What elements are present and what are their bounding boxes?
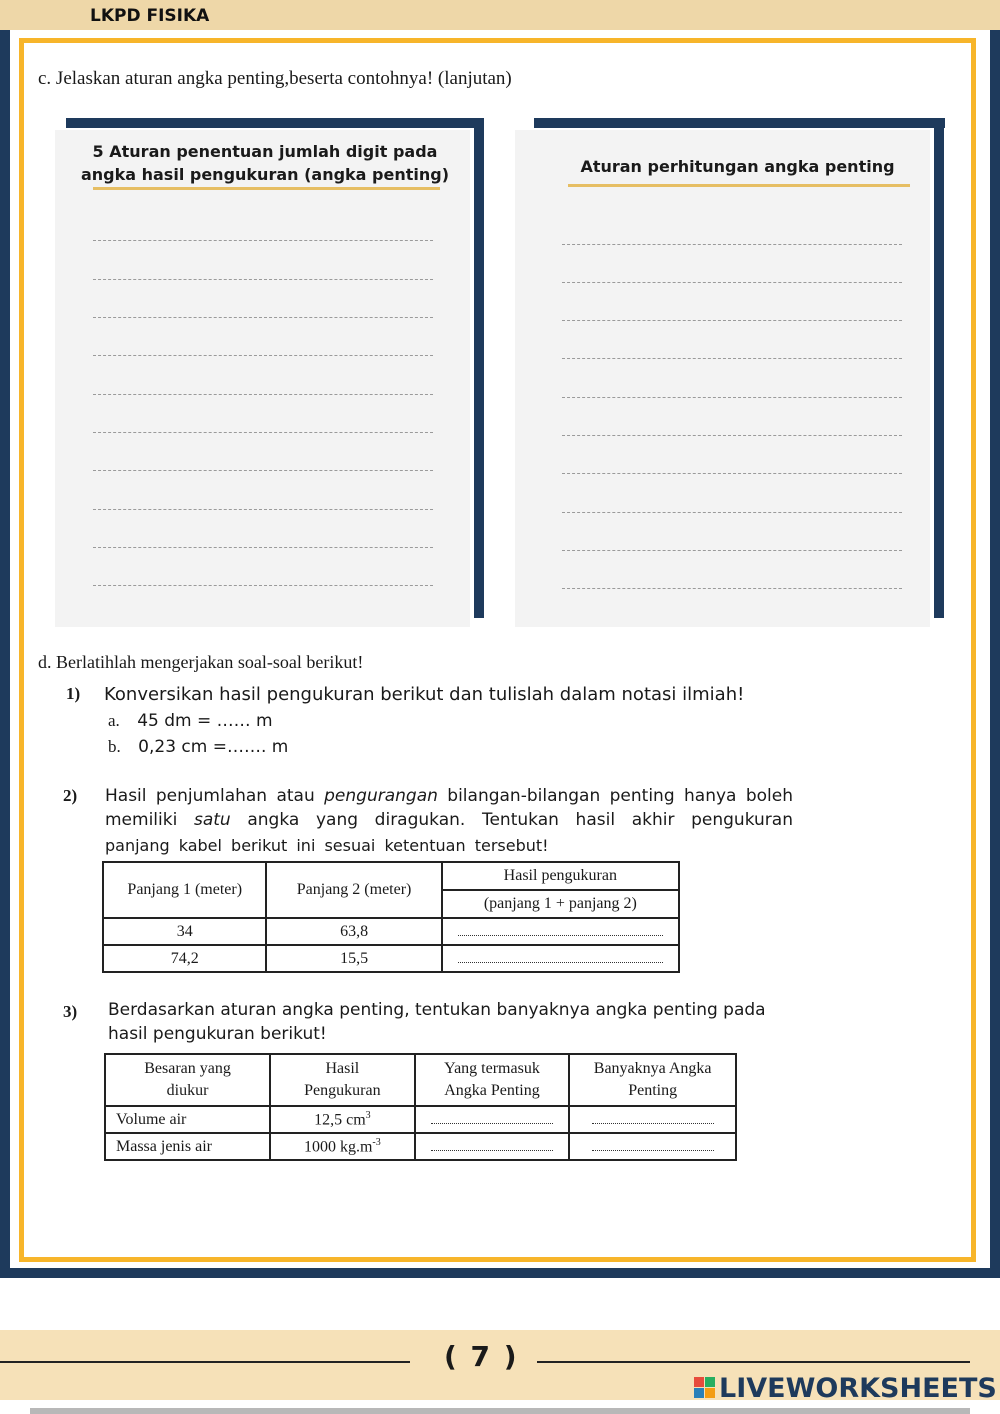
section-c-heading: c. Jelaskan aturan angka penting,beserta contohnya! (lanjutan) [38,68,512,89]
q3-header-besaran [105,1054,270,1106]
q2-line1 [105,786,793,806]
answer-line[interactable] [93,547,433,548]
card-left-top-bar [66,118,484,128]
footer-line-right [537,1361,970,1363]
q2-row2-p1: 74,2 [103,945,266,972]
card-right-right-bar [934,118,944,618]
q2-row2-result-input[interactable] [442,945,679,972]
q2-row2-result[interactable] [458,950,663,963]
top-header-bar [0,0,1000,30]
q2-line2-post: angka yang diragukan. Tentukan hasil akhir pengukuran [230,810,793,830]
q3-header-banyaknya-l1: Banyaknya Angka [593,1060,712,1077]
right-border [990,30,1000,1278]
answer-line[interactable] [562,320,902,321]
q1b [108,737,288,757]
card-right-title: Aturan perhitungan angka penting [580,157,895,176]
q3-row1-value-sup: 3 [365,1109,371,1121]
q2-row1-result-input[interactable] [442,918,679,945]
answer-line[interactable] [562,550,902,551]
liveworksheets-logo-icon [694,1377,716,1399]
footer-line-left [0,1361,410,1363]
q3-row1-termasuk-blank[interactable] [431,1111,553,1124]
q1-number: 1) [66,684,81,703]
bottom-scroll-strip [30,1408,970,1414]
q3-row1-banyaknya-blank[interactable] [592,1111,714,1124]
q2-header-hasil-sub: (panjang 1 + panjang 2) [442,890,679,918]
q3-header-termasuk-l1: Yang termasuk [444,1060,540,1077]
q2-line2-emphasis: satu [193,810,231,830]
liveworksheets-text: LIVEWORKSHEETS [719,1373,997,1404]
q3-row2-value-text: 1000 kg.m [303,1138,373,1156]
q3-header-banyaknya-l2: Penting [628,1082,678,1099]
q3-header-termasuk [415,1054,570,1106]
q1a [108,711,273,731]
q2-line1-post: bilangan-bilangan penting hanya boleh [437,786,793,806]
q3-row1-value [270,1106,414,1133]
card-left-right-bar [474,118,484,618]
q3-row2-banyaknya-input[interactable] [569,1133,736,1160]
q3-header-hasil-l2: Pengukuran [304,1082,381,1099]
left-border [0,30,10,1278]
answer-line[interactable] [562,358,902,359]
card-left-title-line2: angka hasil pengukuran (angka penting) [80,165,450,184]
card-right-title-underline [568,184,910,187]
q1a-expression: 45 dm = [137,711,217,731]
q3-header-hasil-l1: Hasil [325,1060,360,1077]
card-left-title [75,140,455,186]
q1-text: Konversikan hasil pengukuran berikut dan tulislah dalam notasi ilmiah! [104,684,745,705]
answer-line[interactable] [562,435,902,436]
q1a-unit: m [250,711,273,731]
answer-line[interactable] [93,470,433,471]
q3-number: 3) [63,1002,78,1021]
q1a-label: a. [108,711,120,730]
q3-header-banyaknya [569,1054,736,1106]
answer-line[interactable] [562,588,902,589]
worksheet-title: LKPD FISIKA [90,6,210,26]
q2-number: 2) [63,786,78,805]
q2-row1-p1: 34 [103,918,266,945]
answer-line[interactable] [93,394,433,395]
q3-row1-value-text: 12,5 cm [314,1111,366,1129]
q3-row2-name: Massa jenis air [105,1133,270,1160]
card-left [55,130,470,627]
q1b-answer-blank[interactable]: ……. [226,737,267,757]
q3-header-besaran-l1: Besaran yang [144,1060,231,1077]
page-number: ( 7 ) [444,1340,519,1373]
q2-line2 [105,810,793,830]
q2-row2-p2: 15,5 [266,945,441,972]
answer-line[interactable] [93,585,433,586]
q3-row2-value [270,1133,414,1160]
answer-line[interactable] [562,397,902,398]
q2-line1-pre: Hasil penjumlahan atau [105,786,325,806]
q3-table [104,1053,737,1161]
q3-row1-banyaknya-input[interactable] [569,1106,736,1133]
q1b-label: b. [108,737,121,756]
card-right-top-bar [534,118,945,128]
q3-header-besaran-l2: diukur [166,1082,209,1099]
q3-row2-termasuk-blank[interactable] [431,1138,553,1151]
q2-header-panjang1: Panjang 1 (meter) [103,862,266,918]
answer-line[interactable] [562,512,902,513]
bottom-border [0,1268,1000,1278]
q2-header-hasil: Hasil pengukuran [442,862,679,890]
answer-line[interactable] [562,244,902,245]
answer-line[interactable] [93,509,433,510]
q1b-expression: 0,23 cm = [138,737,227,757]
q3-header-hasil [270,1054,414,1106]
q2-table [102,861,680,973]
q3-row2-termasuk-input[interactable] [415,1133,570,1160]
answer-line[interactable] [93,355,433,356]
card-left-title-underline [93,187,440,190]
q3-row1-termasuk-input[interactable] [415,1106,570,1133]
answer-line[interactable] [562,473,902,474]
card-left-title-line1: 5 Aturan penentuan jumlah digit pada [92,142,438,161]
q1b-unit: m [266,737,289,757]
q3-row2-value-sup: -3 [372,1136,381,1148]
q3-line1: Berdasarkan aturan angka penting, tentukan banyaknya angka penting pada [108,1000,766,1020]
q3-row2-banyaknya-blank[interactable] [592,1138,714,1151]
card-right [515,130,930,627]
q1a-answer-blank[interactable]: …… [216,711,251,731]
answer-line[interactable] [93,432,433,433]
q2-row1-result[interactable] [458,923,663,936]
q3-line2: hasil pengukuran berikut! [108,1024,327,1044]
answer-line[interactable] [93,317,433,318]
q2-line1-emphasis: pengurangan [324,786,438,806]
answer-line[interactable] [93,240,433,241]
liveworksheets-brand[interactable] [694,1373,997,1404]
section-d-heading: d. Berlatihlah mengerjakan soal-soal berikut! [38,652,364,672]
answer-line[interactable] [562,282,902,283]
answer-line[interactable] [93,279,433,280]
q2-line3: panjang kabel berikut ini sesuai ketentuan tersebut! [105,836,549,855]
q3-row1-name: Volume air [105,1106,270,1133]
q2-header-panjang2: Panjang 2 (meter) [266,862,441,918]
q2-line2-pre: memiliki [105,810,194,830]
q2-row1-p2: 63,8 [266,918,441,945]
q3-header-termasuk-l2: Angka Penting [444,1082,540,1099]
